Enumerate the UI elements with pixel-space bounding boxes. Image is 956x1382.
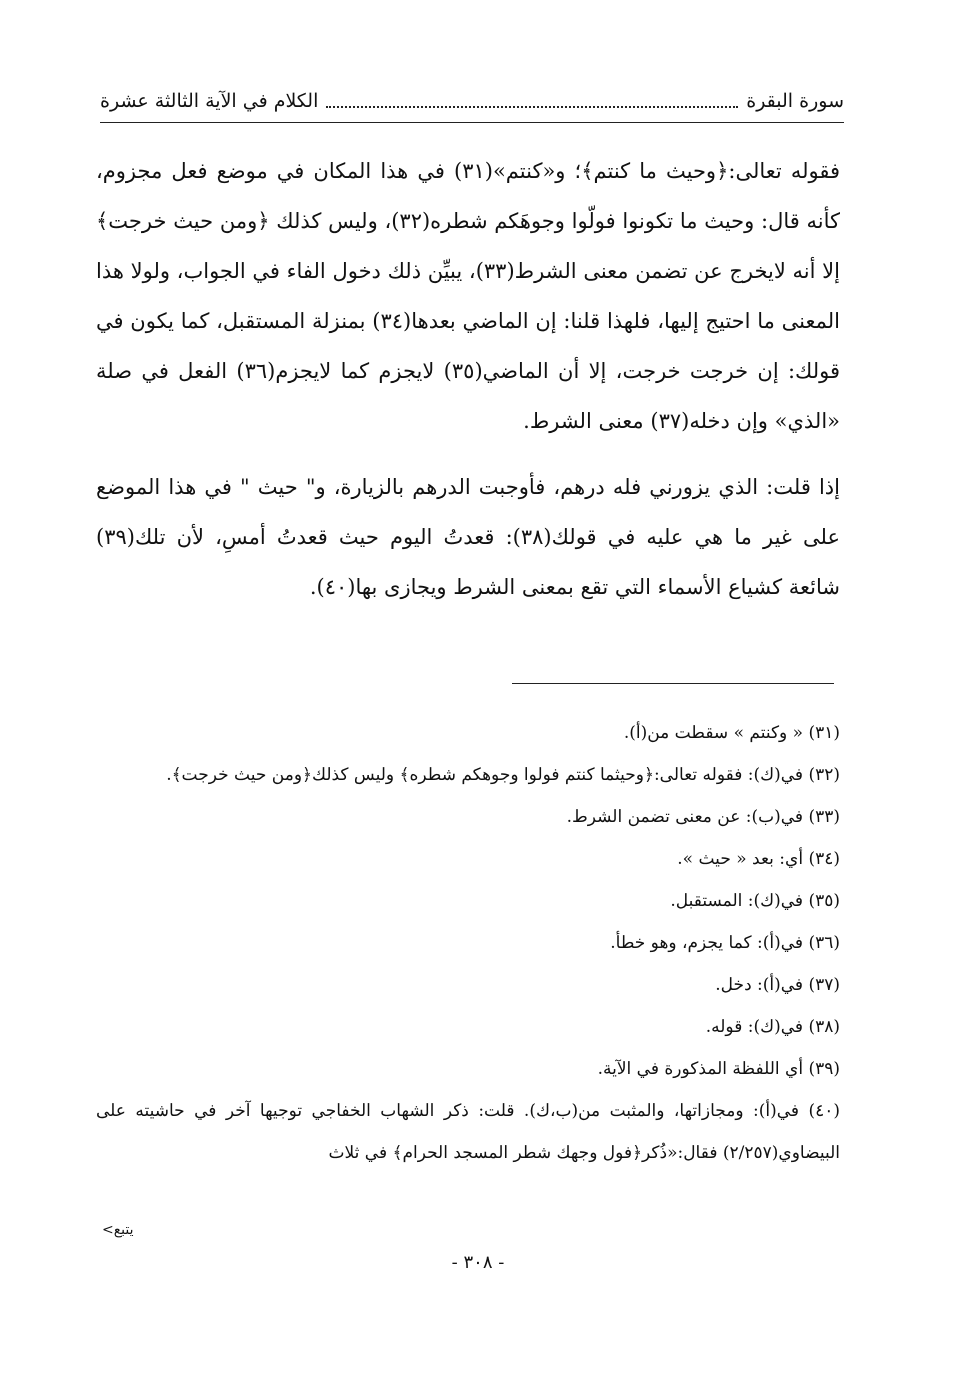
footnotes <box>96 712 840 1174</box>
footnote-32: (٣٢) في(ك): فقوله تعالى:﴿وحيثما كنتم فولوا وجوهكم شطره﴾ وليس كذلك﴿ومن حيث خرجت﴾. <box>166 765 840 785</box>
footnote-33: (٣٣) في(ب): عن معنى تضمن الشرط. <box>566 807 840 827</box>
footnote-31: (٣١) « وكنتم » سقطت من(أ). <box>623 723 840 743</box>
running-header <box>100 86 844 116</box>
header-rule <box>100 122 844 123</box>
paragraph-2: إذا قلت: الذي يزورني فله درهم، فأوجبت الدرهم بالزيارة، و" حيث " في هذا الموضع على غير ما هي عليه في قولك(٣٨): قعدتُ اليوم حيث قعدتُ أمسِ، لأن تلك(٣٩) شائعة كشياع الأسماء التي تقع بمعنى الشرط ويجازى بها(٤٠). <box>96 475 841 599</box>
footnote-separator <box>512 683 834 684</box>
footnote-39: (٣٩) أي اللفظة المذكورة في الآية. <box>597 1059 840 1079</box>
header-dot-leader <box>326 106 738 108</box>
footnote-37: (٣٧) في(أ): دخل. <box>715 975 840 995</box>
header-surah: سورة البقرة <box>746 90 844 112</box>
continued-marker: يتبع> <box>102 1222 134 1238</box>
footnote-36: (٣٦) في(أ): كما يجزم، وهو خطأ. <box>610 933 840 953</box>
footnote-38: (٣٨) في(ك): قوله. <box>705 1017 840 1037</box>
header-section-title: الكلام في الآية الثالثة عشرة <box>100 90 319 112</box>
page-number: - ٣٠٨ - <box>451 1252 505 1273</box>
main-text <box>96 146 840 612</box>
paragraph-1: فقوله تعالى:﴿وحيث ما كنتم﴾؛ و«كنتم»(٣١) في هذا المكان في موضع فعل مجزوم، كأنه قال: وحيث ما تكونوا فولّوا وجوهَكم شطره(٣٢)، وليس كذلك ﴿ومن حيث خرجت﴾ إلا أنه لايخرج عن تضمن معنى الشرط(٣٣)، يبيِّن ذلك دخول الفاء في الجواب، ولولا هذا المعنى ما احتيج إليها، فلهذا قلنا: إن الماضي بعدها(٣٤) بمنزلة المستقبل، كما يكون في قولك: إن خرجت خرجت، إلا أن الماضي(٣٥) لايجزم كما لايجزم(٣٦) الفعل في صلة «الذي» وإن دخله(٣٧) معنى الشرط. <box>96 159 841 433</box>
footnote-34: (٣٤) أي: بعد « حيث ». <box>677 849 840 869</box>
footnote-40: (٤٠) في(أ): ومجازاتها، والمثبت من(ب،ك). قلت: ذكر الشهاب الخفاجي توجيها آخر في حاشيته على البيضاوي(٢/٢٥٧) فقال:«ذُكر﴿فول وجهك شطر المسجد الحرام﴾ في ثلاث <box>96 1101 840 1163</box>
footnote-35: (٣٥) في(ك): المستقبل. <box>670 891 840 911</box>
